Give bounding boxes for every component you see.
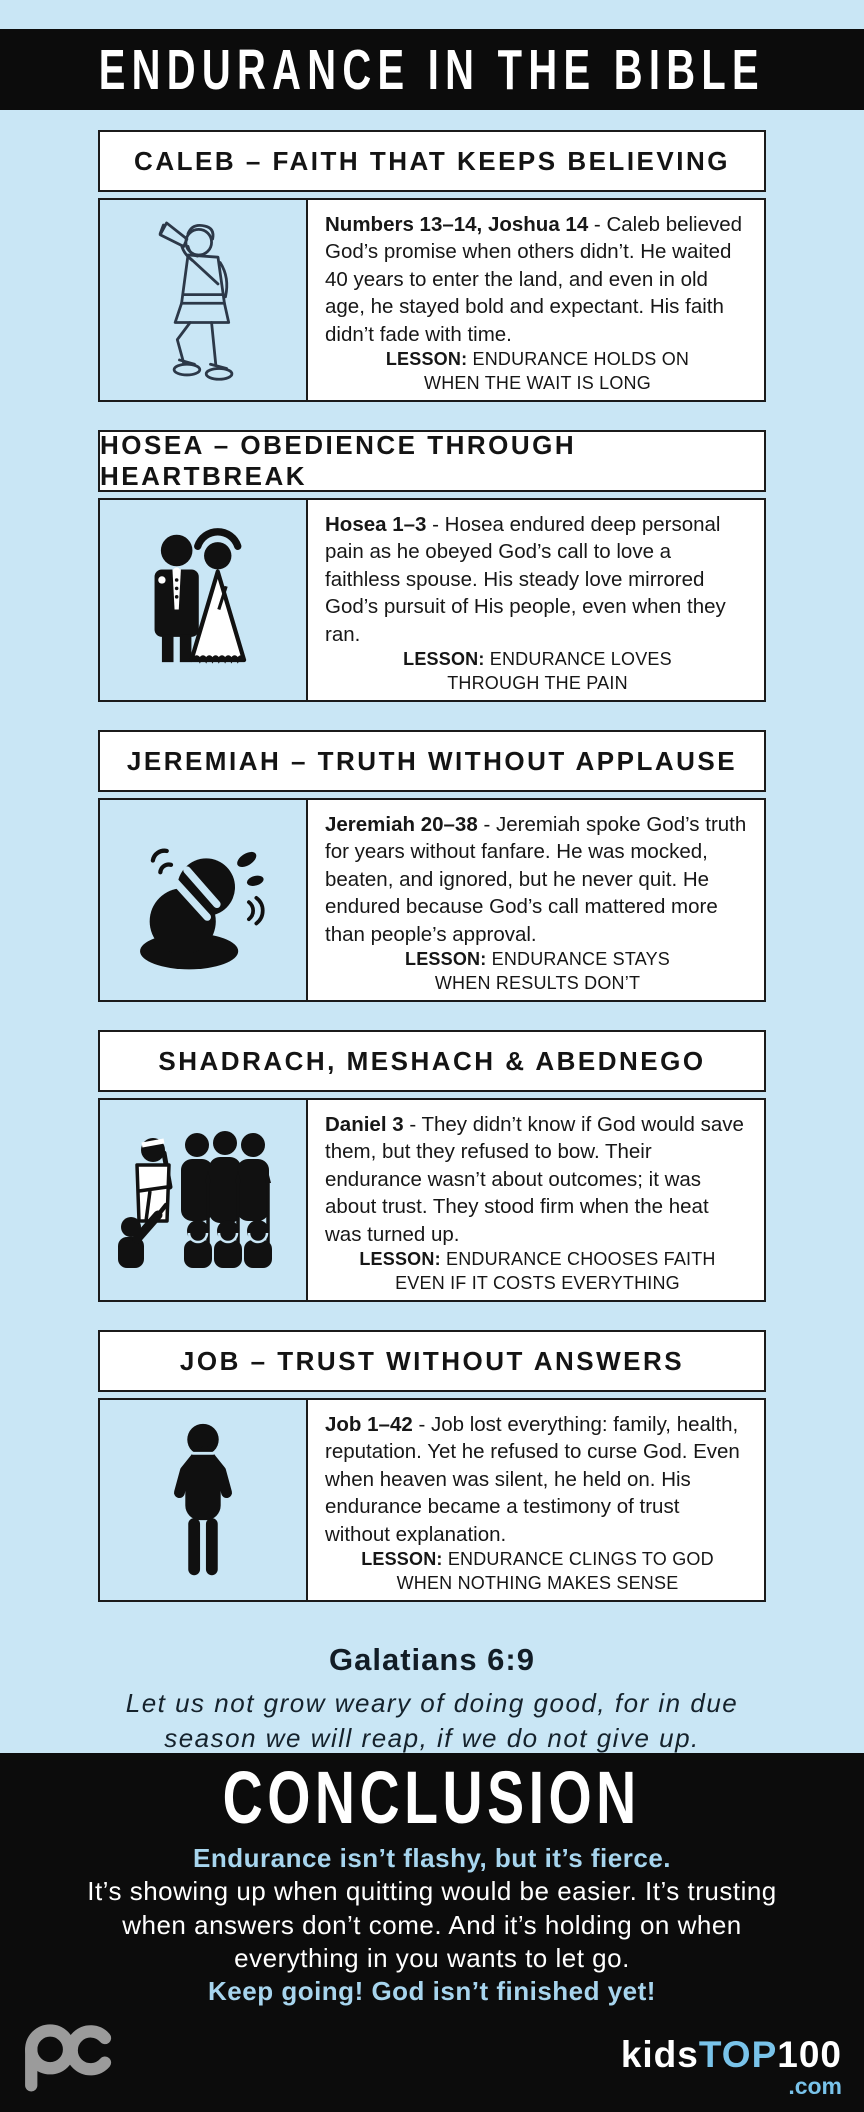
card-title-text: SHADRACH, MESHACH & ABEDNEGO [158,1045,706,1076]
card-body-text: - They didn’t know if God would save them, but they refused to bow. Their endurance wasn’t about outcomes; it was about trust. They stood firm when the heat was turned up. [325,1113,744,1246]
card-caleb-title-box [98,130,766,192]
card-title-text: JEREMIAH – TRUTH WITHOUT APPLAUSE [126,745,738,776]
card-text-cell [308,200,764,400]
card-paragraph [325,1411,750,1548]
scripture-reference: Job 1–42 [325,1413,413,1436]
conclusion-line2: It’s showing up when quitting would be easier. It’s trusting when answers don’t come. And it’s holding on when everything in you wants to let go. [87,1876,777,1973]
lesson-line2: WHEN NOTHING MAKES SENSE [396,1572,679,1593]
lesson-line1: ENDURANCE CHOOSES FAITH [445,1249,716,1270]
card-text-cell [308,1400,764,1600]
card-title-text: HOSEA – OBEDIENCE THROUGH HEARTBREAK [100,430,577,491]
card-hosea-title-box [98,430,766,492]
card-shadrach-meshach-abednego [98,1030,766,1302]
card-text-cell [308,1100,764,1300]
cards-list [0,130,864,1602]
horn-blower-icon [100,200,308,400]
card-body-text: - Jeremiah spoke God’s truth for years without fanfare. He was mocked, beaten, and ignored, but he never quit. He endured because God’s call mattered more than people’s approval. [325,813,747,946]
scripture-reference: Hosea 1–3 [325,513,427,536]
card-group-title-box [98,1030,766,1092]
lesson-label: LESSON: [403,649,485,670]
card-body-text: - Caleb believed God’s promise when others didn’t. He waited 40 years to enter the land, and even in old age, he stayed bold and expectant. His faith didn’t fade with time. [325,213,743,346]
card-hosea-body [98,498,766,702]
lesson-label: LESSON: [405,949,487,970]
lesson-line2: THROUGH THE PAIN [447,672,628,693]
brand-top: TOP [698,2034,778,2075]
lesson-line1: ENDURANCE STAYS [491,949,670,970]
lesson-line1: ENDURANCE HOLDS ON [472,349,690,370]
verse-reference: Galatians 6:9 [329,1642,535,1677]
card-paragraph [325,511,750,648]
card-job-body [98,1398,766,1602]
standing-firm-group-icon [100,1100,308,1300]
card-group-body [98,1098,766,1302]
conclusion-line1: Endurance isn’t flashy, but it’s fierce. [193,1843,671,1873]
pc-monogram-icon [18,2019,122,2098]
card-title-text: JOB – TRUST WITHOUT ANSWERS [179,1345,685,1376]
card-job [98,1330,766,1602]
card-caleb [98,130,766,402]
brand-com: .com [788,2073,842,2099]
card-text-cell [308,500,764,700]
weeping-figure-icon [100,800,308,1000]
card-caleb-body [98,198,766,402]
brand-logo [621,2036,842,2098]
card-text-cell [308,800,764,1000]
scripture-reference: Jeremiah 20–38 [325,813,478,836]
card-title-text: CALEB – FAITH THAT KEEPS BELIEVING [134,145,730,176]
lesson-text [325,1248,750,1300]
conclusion-line3: Keep going! God isn’t finished yet! [208,1976,656,2007]
conclusion-section [0,1753,864,2112]
card-paragraph [325,211,750,348]
lesson-text [325,348,750,400]
mourning-figure-icon [100,1400,308,1600]
brand-100: 100 [777,2034,842,2075]
lesson-line2: WHEN THE WAIT IS LONG [424,372,651,393]
footer [18,2019,842,2098]
card-paragraph [325,1111,750,1248]
lesson-line2: WHEN RESULTS DON’T [434,972,641,993]
card-job-title-box [98,1330,766,1392]
verse-section [0,1630,864,1756]
card-paragraph [325,811,750,948]
lesson-text [325,948,750,1000]
verse-text: Let us not grow weary of doing good, for in due season we will reap, if we do not give up. [125,1688,739,1754]
card-body-text: - Job lost everything: family, health, reputation. Yet he refused to curse God. Even when heaven was silent, he held on. His endurance became a testimony of trust without explanation. [325,1413,740,1546]
lesson-label: LESSON: [361,1549,443,1570]
lesson-line1: ENDURANCE CLINGS TO GOD [447,1549,714,1570]
scripture-reference: Numbers 13–14, Joshua 14 [325,213,589,236]
header-bar [0,29,864,110]
page-title: ENDURANCE IN THE BIBLE [98,37,766,102]
wedding-couple-icon [100,500,308,700]
card-jeremiah [98,730,766,1002]
conclusion-heading: CONCLUSION [222,1756,642,1839]
lesson-text [325,1548,750,1600]
lesson-text [325,648,750,700]
lesson-label: LESSON: [385,349,468,370]
lesson-label: LESSON: [359,1249,441,1270]
card-jeremiah-title-box [98,730,766,792]
brand-kids: kids [620,2034,699,2075]
card-jeremiah-body [98,798,766,1002]
lesson-line2: EVEN IF IT COSTS EVERYTHING [395,1272,680,1293]
card-body-text: - Hosea endured deep personal pain as he obeyed God’s call to love a faithless spouse. His steady love mirrored God’s pursuit of His people, even when they ran. [325,513,726,646]
conclusion-body [0,1842,864,2008]
card-hosea [98,430,766,702]
scripture-reference: Daniel 3 [325,1113,404,1136]
lesson-line1: ENDURANCE LOVES [489,649,672,670]
